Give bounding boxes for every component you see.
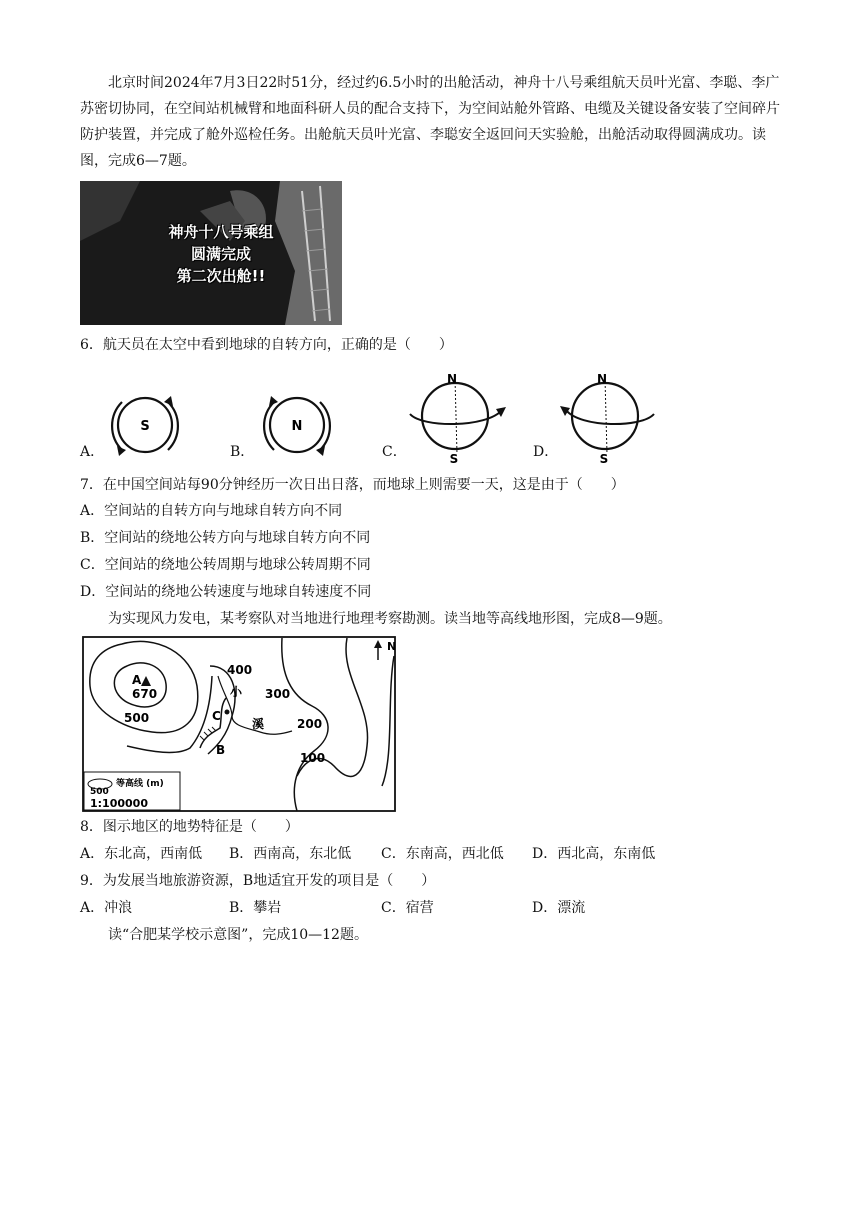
q6-option-d-south: S [599, 452, 609, 466]
q6-option-c-label: C． [382, 444, 407, 460]
q7-option-b: B．空间站的绕地公转方向与地球自转方向不同 [80, 530, 371, 546]
q9-option-a: A．冲浪 [80, 900, 133, 916]
contour-label-300: 300 [265, 687, 291, 701]
q8-option-b: B．西南高，东北低 [229, 846, 352, 862]
map-north-label: N [387, 640, 396, 653]
contour-label-200: 200 [297, 717, 323, 731]
q6-option-a-diagram [104, 392, 188, 462]
q9-option-c: C．宿营 [381, 900, 434, 916]
q6-option-a-pole: S [140, 419, 150, 434]
river-char-1: 小 [230, 685, 243, 699]
map-peak-elevation: 670 [132, 687, 158, 701]
river-char-2: 溪 [252, 717, 265, 731]
q8-option-a: A．东北高，西南低 [80, 846, 203, 862]
q6-option-c-diagram [402, 366, 512, 466]
q8-option-c: C．东南高，西北低 [381, 846, 504, 862]
contour-label-100: 100 [300, 751, 326, 765]
q6-option-b-pole: N [291, 419, 303, 434]
intro-paragraph: 北京时间2024年7月3日22时51分，经过约6.5小时的出舱活动，神舟十八号乘组航天员叶光富、李聪、李广苏密切协同，在空间站机械臂和地面科研人员的配合支持下，为空间站舱外管路、电缆及关键设备安装了空间碎片防护装置，并完成了舱外巡检任务。出舱航天员叶光富、李聪安全返回问天实验舱，出舱活动取得圆满成功。读图，完成6—7题。 [80, 75, 780, 169]
q6-option-b-diagram [256, 392, 340, 462]
q9-option-b: B．攀岩 [229, 900, 282, 916]
q9-option-d: D．漂流 [532, 900, 586, 916]
map-point-b: B [216, 743, 226, 757]
question-8-stem: 8．图示地区的地势特征是（ ） [80, 819, 299, 835]
question-7-stem: 7．在中国空间站每90分钟经历一次日出日落，而地球上则需要一天，这是由于（ ） [80, 477, 625, 493]
question-6-stem: 6．航天员在太空中看到地球的自转方向，正确的是（ ） [80, 337, 453, 353]
question-9-stem: 9．为发展当地旅游资源，B地适宜开发的项目是（ ） [80, 873, 436, 889]
q8-option-d: D．西北高，东南低 [532, 846, 656, 862]
photo-caption-line-3: 第二次出舱!! [176, 267, 266, 285]
map-point-c: C [212, 709, 221, 723]
q7-option-d: D．空间站的绕地公转速度与地球自转速度不同 [80, 584, 372, 600]
photo-caption-line-1: 神舟十八号乘组 [168, 223, 274, 241]
spacewalk-photo [80, 181, 342, 325]
q7-option-c: C．空间站的绕地公转周期与地球公转周期不同 [80, 557, 371, 573]
q6-option-d-diagram [552, 366, 662, 466]
q6-option-b-label: B． [230, 444, 255, 460]
legend-text: 等高线 (m) [116, 779, 164, 789]
q6-option-c-south: S [449, 452, 459, 466]
q7-option-a: A．空间站的自转方向与地球自转方向不同 [80, 503, 343, 519]
contour-map [82, 636, 396, 812]
q6-option-a-label: A． [80, 444, 105, 460]
q6-option-c-north: N [446, 372, 458, 386]
q6-option-d-label: D． [533, 444, 559, 460]
map-peak-label: A [132, 673, 142, 687]
map-scale: 1:100000 [90, 797, 148, 810]
legend-sample-value: 500 [90, 787, 109, 797]
intro-paragraph-3: 读“合肥某学校示意图”，完成10—12题。 [108, 927, 368, 943]
photo-caption-line-2: 圆满完成 [190, 245, 251, 263]
q6-option-d-north: N [596, 372, 608, 386]
contour-label-400: 400 [227, 663, 253, 677]
intro-paragraph-2: 为实现风力发电，某考察队对当地进行地理考察勘测。读当地等高线地形图，完成8—9题。 [108, 611, 672, 627]
contour-label-500: 500 [124, 711, 150, 725]
